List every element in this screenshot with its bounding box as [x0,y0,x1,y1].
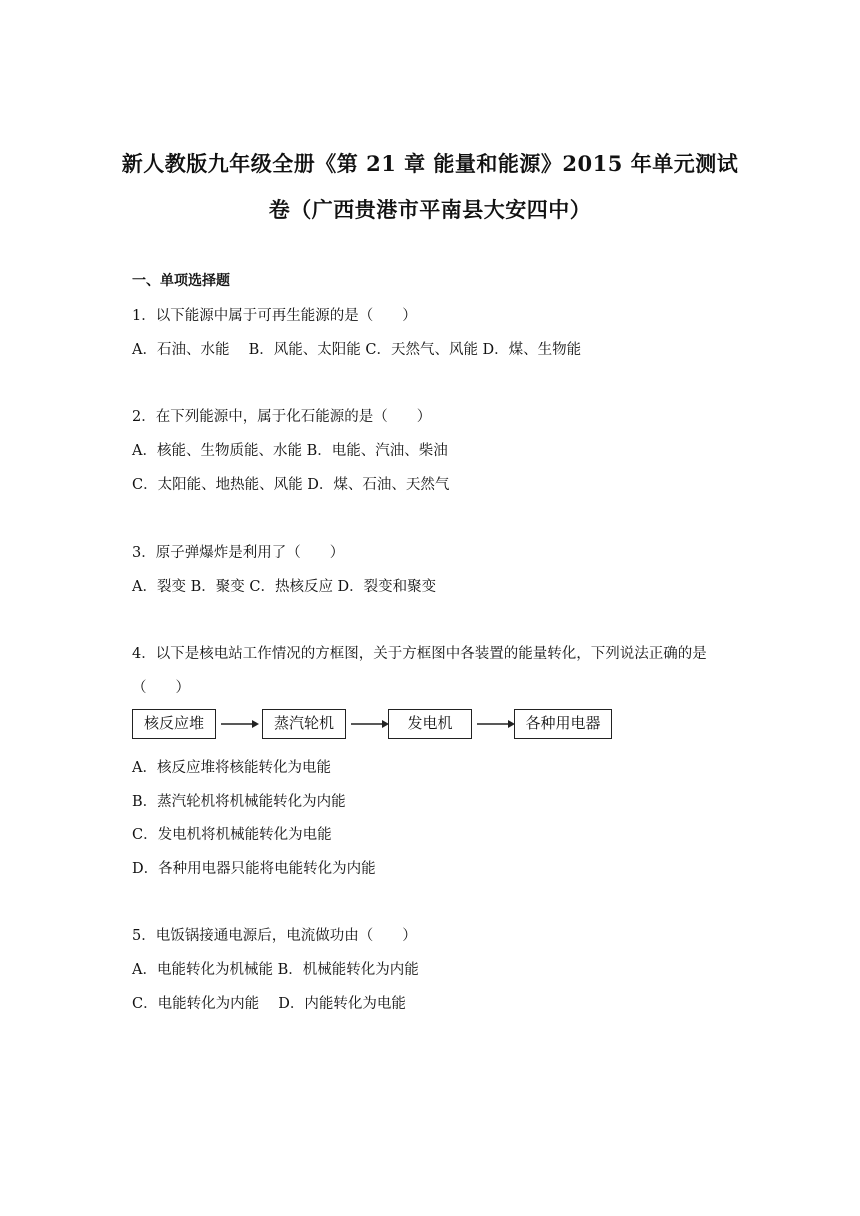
question-1-stem: 1．以下能源中属于可再生能源的是（ ） [132,308,417,324]
question-4-option-a: A．核反应堆将核能转化为电能 [132,760,331,776]
diagram-box-generator: 发电机 [388,709,472,739]
question-1-options: A．石油、水能 B．风能、太阳能 C．天然气、风能 D．煤、生物能 [132,342,582,358]
question-4-stem-continued: （ ） [132,680,190,696]
question-3-stem: 3．原子弹爆炸是利用了（ ） [132,545,345,561]
arrow-right-icon [220,718,260,730]
question-4-option-b: B．蒸汽轮机将机械能转化为内能 [132,794,346,810]
question-2-options-row-2: C．太阳能、地热能、风能 D．煤、石油、天然气 [132,477,450,493]
question-2-options-row-1: A．核能、生物质能、水能 B．电能、汽油、柴油 [132,443,448,459]
question-5-options-row-1: A．电能转化为机械能 B．机械能转化为内能 [132,962,419,978]
document-title-line-1: 新人教版九年级全册《第 21 章 能量和能源》2015 年单元测试 [121,151,739,176]
arrow-right-icon [350,718,390,730]
diagram-box-appliances: 各种用电器 [514,709,612,739]
question-4-stem: 4．以下是核电站工作情况的方框图，关于方框图中各装置的能量转化，下列说法正确的是 [132,646,707,662]
question-3-options: A．裂变 B．聚变 C．热核反应 D．裂变和聚变 [132,579,437,595]
document-title-line-2: 卷（广西贵港市平南县大安四中） [268,197,592,222]
section-heading: 一、单项选择题 [132,273,230,289]
nuclear-plant-flow-diagram [132,709,612,741]
diagram-box-steam-turbine: 蒸汽轮机 [262,709,346,739]
question-5-options-row-2: C．电能转化为内能 D．内能转化为电能 [132,996,406,1012]
question-4-option-c: C．发电机将机械能转化为电能 [132,827,332,843]
question-5-stem: 5．电饭锅接通电源后，电流做功由（ ） [132,928,417,944]
question-2-stem: 2．在下列能源中，属于化石能源的是（ ） [132,409,432,425]
arrow-right-icon [476,718,516,730]
question-4-option-d: D．各种用电器只能将电能转化为内能 [132,861,376,877]
diagram-box-reactor: 核反应堆 [132,709,216,739]
